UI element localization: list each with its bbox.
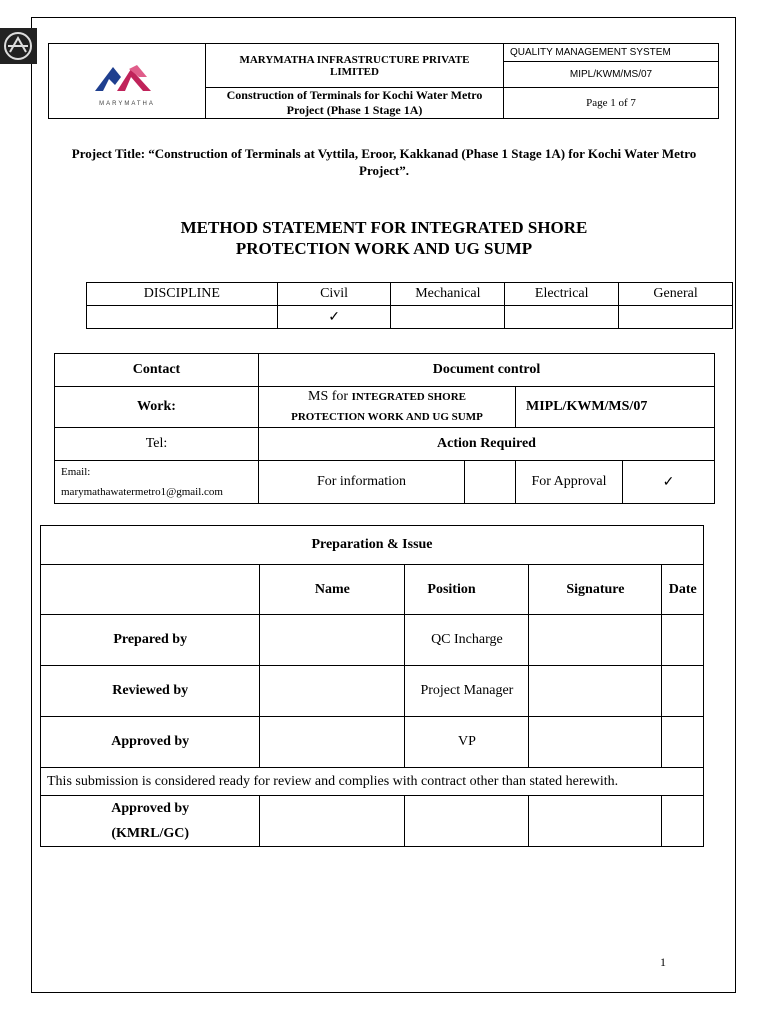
- document-title: [60, 217, 708, 259]
- discipline-table: [86, 282, 733, 329]
- header-doc-number: MIPL/KWM/MS/07: [504, 62, 719, 88]
- project-title: Project Title: “Construction of Terminals at Vyttila, Eroor, Kakkanad (Phase 1 Stage 1A) for Kochi Water Metro Project”.: [71, 146, 697, 178]
- electrical-mark-cell: [505, 306, 619, 329]
- preparation-table: [40, 525, 704, 847]
- approved-date-cell: [662, 717, 704, 768]
- row-label-prepared: Prepared by: [41, 615, 260, 666]
- kmrl-approval-label: [41, 796, 260, 847]
- row-label-reviewed: Reviewed by: [41, 666, 260, 717]
- prepared-date-cell: [662, 615, 704, 666]
- mechanical-mark-cell: [391, 306, 505, 329]
- reviewed-signature-cell: [529, 666, 662, 717]
- kmrl-line-2: (KMRL/GC): [111, 826, 190, 841]
- for-information-mark: [465, 461, 516, 504]
- table-row: [41, 717, 704, 768]
- approved-name-cell: [260, 717, 405, 768]
- header-table: [48, 43, 719, 119]
- work-line-2: PROTECTION WORK AND UG SUMP: [291, 411, 483, 423]
- column-position: Position: [405, 565, 529, 615]
- reviewed-position: Project Manager: [405, 666, 529, 717]
- contact-label: Contact: [55, 354, 259, 387]
- approved-position: VP: [405, 717, 529, 768]
- general-mark-cell: [619, 306, 733, 329]
- action-required-label: Action Required: [259, 428, 715, 461]
- table-row: [41, 615, 704, 666]
- work-prefix: MS for: [308, 389, 349, 404]
- kmrl-line-1: Approved by: [111, 801, 190, 816]
- prepared-position: QC Incharge: [405, 615, 529, 666]
- lt-logo-icon: [0, 28, 37, 64]
- for-information-label: For information: [259, 461, 465, 504]
- project-name: Construction of Terminals for Kochi Water Metro Project (Phase 1 Stage 1A): [206, 88, 504, 119]
- contact-table: [54, 353, 715, 504]
- email-label: Email:: [61, 466, 91, 478]
- row-label-approved: Approved by: [41, 717, 260, 768]
- work-line-1: INTEGRATED SHORE: [351, 391, 466, 403]
- title-line-1: METHOD STATEMENT FOR INTEGRATED SHORE: [180, 218, 588, 237]
- reviewed-name-cell: [260, 666, 405, 717]
- work-doc-number: MIPL/KWM/MS/07: [516, 387, 715, 428]
- discipline-header: DISCIPLINE: [87, 283, 278, 306]
- preparation-title: Preparation & Issue: [41, 526, 704, 565]
- page-number: 1: [660, 955, 666, 969]
- column-name: Name: [260, 565, 405, 615]
- tel-label: Tel:: [55, 428, 259, 461]
- title-line-2: PROTECTION WORK AND UG SUMP: [235, 239, 533, 258]
- work-label: Work:: [55, 387, 259, 428]
- column-signature: Signature: [529, 565, 662, 615]
- column-date: Date: [662, 565, 704, 615]
- table-row: [41, 666, 704, 717]
- header-blank-cell: [41, 565, 260, 615]
- kmrl-date-cell: [662, 796, 704, 847]
- kmrl-signature-cell: [529, 796, 662, 847]
- page-indicator: Page 1 of 7: [504, 88, 719, 119]
- approved-signature-cell: [529, 717, 662, 768]
- email-address: marymathawatermetro1@gmail.com: [61, 486, 223, 498]
- reviewed-date-cell: [662, 666, 704, 717]
- marymatha-logo-icon: [87, 55, 167, 103]
- civil-check-mark: ✓: [277, 306, 391, 329]
- kmrl-position-cell: [405, 796, 529, 847]
- logo-text: MARYMATHA: [99, 101, 155, 107]
- prepared-name-cell: [260, 615, 405, 666]
- document-control-label: Document control: [259, 354, 715, 387]
- discipline-mechanical: Mechanical: [391, 283, 505, 306]
- discipline-general: General: [619, 283, 733, 306]
- work-description: [259, 387, 516, 428]
- company-logo: [49, 44, 206, 119]
- discipline-mark-cell: [87, 306, 278, 329]
- submission-statement: This submission is considered ready for review and complies with contract other than stated herewith.: [41, 768, 704, 796]
- qms-label: QUALITY MANAGEMENT SYSTEM: [504, 44, 719, 62]
- for-approval-label: For Approval: [516, 461, 623, 504]
- prepared-signature-cell: [529, 615, 662, 666]
- discipline-electrical: Electrical: [505, 283, 619, 306]
- discipline-civil: Civil: [277, 283, 391, 306]
- email-cell: [55, 461, 259, 504]
- approval-check-mark: ✓: [623, 461, 715, 504]
- kmrl-name-cell: [260, 796, 405, 847]
- company-name: MARYMATHA INFRASTRUCTURE PRIVATE LIMITED: [206, 44, 504, 88]
